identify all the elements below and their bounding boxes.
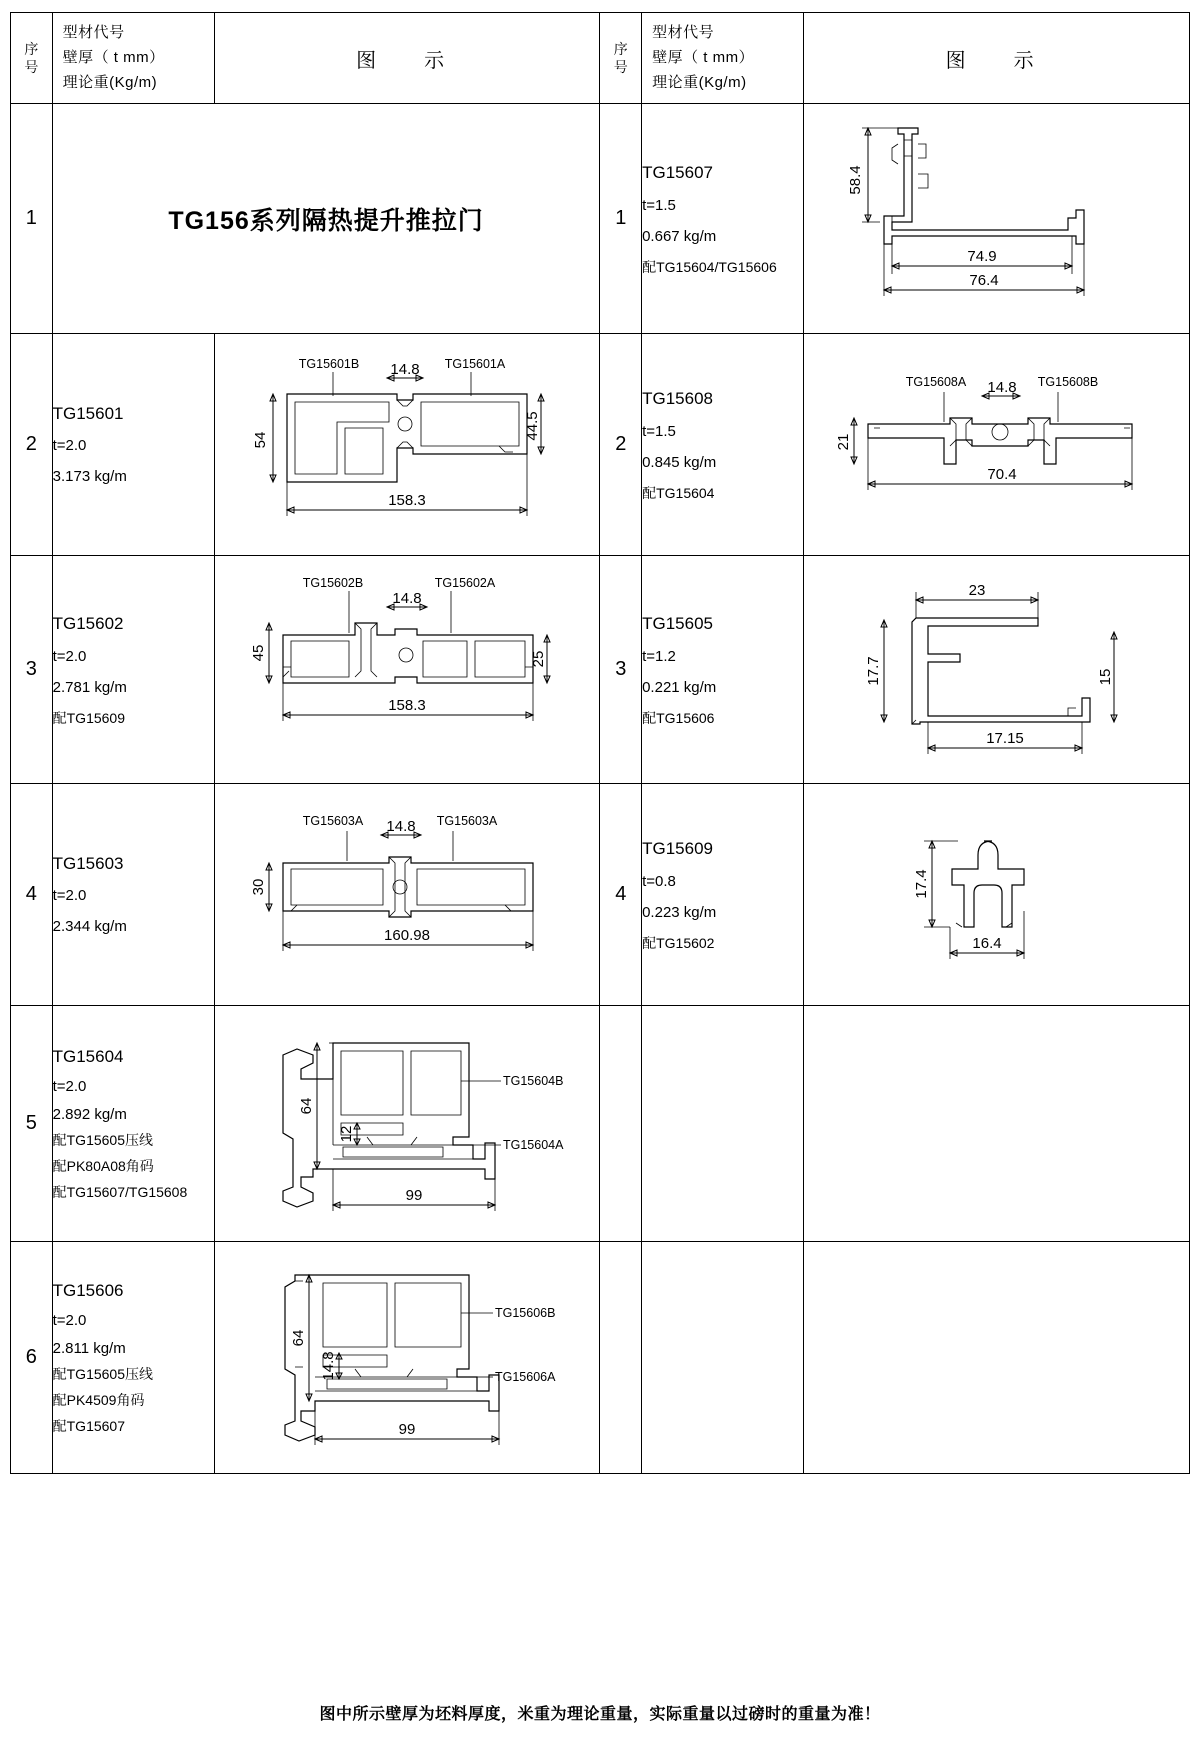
- profile-spec-table: [10, 12, 1190, 1474]
- profile-code: TG15605: [642, 614, 713, 634]
- part-label-right-bottom: TG15604A: [503, 1137, 564, 1152]
- figure-TG15601: [214, 334, 600, 556]
- profile-note-0: 配TG15606: [642, 709, 715, 726]
- dim-160-98: 160.98: [384, 926, 431, 944]
- profile-drawing-TG15604: [237, 1019, 577, 1229]
- profile-weight: 2.811 kg/m: [52, 1339, 126, 1357]
- header-code-right-line3: 理论重(Kg/m): [652, 73, 747, 91]
- part-label-right: TG15603A: [436, 813, 498, 828]
- figure-TG15602: [214, 556, 600, 784]
- profile-info-TG15606: [52, 1242, 214, 1474]
- row-index-right-empty: [600, 1242, 642, 1474]
- profile-thickness: t=2.0: [52, 1077, 87, 1095]
- profile-thickness: t=1.5: [642, 197, 676, 215]
- figure-TG15608: [804, 334, 1190, 556]
- part-label-right: TG15602A: [434, 575, 496, 590]
- profile-drawing-TG15609: [832, 805, 1162, 985]
- profile-code: TG15609: [642, 839, 713, 859]
- profile-weight: 0.667 kg/m: [642, 227, 717, 245]
- profile-note-0: 配TG15605压线: [52, 1132, 153, 1149]
- dim-99: 99: [398, 1421, 416, 1439]
- part-label-left: TG15602B: [302, 575, 364, 590]
- profile-info-TG15608: [642, 334, 804, 556]
- row-index: 6: [11, 1242, 53, 1474]
- dim-54: 54: [252, 431, 270, 449]
- profile-info-TG15601: [52, 334, 214, 556]
- profile-note-0: 配TG15605压线: [52, 1366, 153, 1383]
- header-index: [11, 13, 53, 104]
- dim-158-3: 158.3: [388, 491, 426, 509]
- row-index-right: 1: [600, 104, 642, 334]
- header-code-line2: 壁厚（ t mm）: [62, 48, 165, 66]
- part-label-right-top: TG15604B: [503, 1073, 564, 1088]
- figure-TG15609: [804, 784, 1190, 1006]
- dim-74-9: 74.9: [967, 247, 997, 265]
- profile-note-0: 配TG15609: [52, 709, 125, 726]
- profile-weight: 0.221 kg/m: [642, 678, 717, 696]
- header-code-right-line1: 型材代号: [652, 24, 715, 41]
- figure-TG15605: [804, 556, 1190, 784]
- dim-70-4: 70.4: [987, 465, 1017, 483]
- dim-12: 12: [338, 1125, 356, 1143]
- table-row: [11, 1242, 1190, 1474]
- dim-17-15: 17.15: [985, 729, 1024, 747]
- table-row: [11, 334, 1190, 556]
- row-index-right: 2: [600, 334, 642, 556]
- profile-thickness: t=0.8: [642, 873, 676, 891]
- profile-info-TG15609: [642, 784, 804, 1006]
- profile-weight: 2.344 kg/m: [52, 918, 127, 936]
- profile-thickness: t=1.5: [642, 423, 676, 441]
- dim-21: 21: [834, 433, 852, 451]
- profile-code: TG15603: [52, 853, 124, 873]
- empty-figure-cell: [804, 1242, 1190, 1474]
- dim-14-8: 14.8: [320, 1351, 338, 1381]
- row-index: 5: [11, 1006, 53, 1242]
- profile-drawing-TG15602: [237, 575, 577, 765]
- table-row: [11, 104, 1190, 334]
- profile-weight: 0.223 kg/m: [642, 903, 717, 921]
- profile-note-2: 配TG15607: [52, 1418, 125, 1435]
- profile-thickness: t=2.0: [52, 887, 87, 905]
- profile-thickness: t=1.2: [642, 648, 676, 666]
- row-index: 4: [11, 784, 53, 1006]
- row-index-right: 4: [600, 784, 642, 1006]
- dim-158-3: 158.3: [388, 696, 426, 714]
- profile-weight: 2.781 kg/m: [52, 678, 127, 696]
- profile-code: TG15604: [52, 1047, 124, 1067]
- profile-code: TG15606: [52, 1281, 124, 1301]
- part-label-left: TG15608A: [905, 374, 966, 389]
- profile-note-0: 配TG15604: [642, 484, 715, 501]
- row-index: 2: [11, 334, 53, 556]
- header-code-right: [642, 13, 804, 104]
- header-code-left: [52, 13, 214, 104]
- figure-TG15603: [214, 784, 600, 1006]
- profile-weight: 0.845 kg/m: [642, 453, 717, 471]
- figure-TG15607: [804, 104, 1190, 334]
- header-index-line1: 序: [24, 40, 39, 57]
- dim-30: 30: [250, 878, 268, 896]
- profile-thickness: t=2.0: [52, 437, 87, 455]
- header-code-line3: 理论重(Kg/m): [62, 73, 158, 91]
- part-label-left: TG15601B: [298, 356, 360, 371]
- dim-17-7: 17.7: [864, 656, 882, 686]
- profile-weight: 3.173 kg/m: [52, 468, 127, 486]
- header-index-right-line1: 序: [613, 40, 628, 57]
- table-row: [11, 784, 1190, 1006]
- dim-58-4: 58.4: [846, 165, 864, 195]
- profile-thickness: t=2.0: [52, 648, 87, 666]
- profile-weight: 2.892 kg/m: [52, 1105, 127, 1123]
- dim-25: 25: [530, 650, 548, 668]
- dim-14-8: 14.8: [386, 817, 416, 835]
- dim-99: 99: [405, 1186, 423, 1204]
- dim-14-8: 14.8: [392, 589, 422, 607]
- figure-TG15606: [214, 1242, 600, 1474]
- profile-code: TG15601: [52, 403, 124, 423]
- profile-code: TG15607: [642, 163, 713, 183]
- profile-info-TG15602: [52, 556, 214, 784]
- dim-14-8: 14.8: [390, 360, 420, 378]
- dim-44-5: 44.5: [524, 411, 542, 441]
- dim-64: 64: [290, 1329, 308, 1347]
- profile-drawing-TG15606: [237, 1255, 577, 1460]
- profile-note-0: 配TG15602: [642, 934, 715, 951]
- footer-note: 图中所示壁厚为坯料厚度，米重为理论重量，实际重量以过磅时的重量为准！: [319, 1706, 881, 1723]
- row-index: 3: [11, 556, 53, 784]
- profile-drawing-TG15603: [237, 805, 577, 985]
- row-index-right: 3: [600, 556, 642, 784]
- dim-17-4: 17.4: [912, 869, 930, 899]
- header-index-line2: 号: [24, 59, 39, 76]
- profile-code: TG15608: [642, 389, 713, 409]
- dim-64: 64: [298, 1097, 316, 1115]
- header-figure-right: 图 示: [804, 13, 1190, 104]
- profile-info-TG15604: [52, 1006, 214, 1242]
- dim-76-4: 76.4: [969, 271, 999, 289]
- part-label-right: TG15608B: [1037, 374, 1098, 389]
- profile-drawing-TG15601: [237, 350, 577, 540]
- profile-note-2: 配TG15607/TG15608: [52, 1184, 188, 1201]
- header-index-right-line2: 号: [613, 59, 628, 76]
- part-label-right-top: TG15606B: [495, 1306, 556, 1321]
- dim-16-4: 16.4: [972, 934, 1002, 952]
- profile-info-TG15607: [642, 104, 804, 334]
- part-label-right-bottom: TG15606A: [495, 1370, 556, 1385]
- dim-14-8: 14.8: [987, 378, 1017, 396]
- series-title: TG156系列隔热提升推拉门: [52, 104, 600, 334]
- dim-23: 23: [968, 581, 985, 599]
- header-index-right: [600, 13, 642, 104]
- profile-note-1: 配PK80A08角码: [52, 1158, 154, 1175]
- table-row: [11, 556, 1190, 784]
- table-header-row: [11, 13, 1190, 104]
- header-code-right-line2: 壁厚（ t mm）: [652, 48, 755, 66]
- row-index: 1: [11, 104, 53, 334]
- empty-code-cell: [642, 1242, 804, 1474]
- table-row: [11, 1006, 1190, 1242]
- header-code-line1: 型材代号: [62, 24, 125, 41]
- profile-code: TG15602: [52, 614, 124, 634]
- dim-15: 15: [1096, 668, 1114, 686]
- empty-code-cell: [642, 1006, 804, 1242]
- header-figure-left: 图 示: [214, 13, 600, 104]
- empty-figure-cell: [804, 1006, 1190, 1242]
- part-label-left: TG15603A: [302, 813, 364, 828]
- dim-45: 45: [250, 644, 268, 662]
- profile-info-TG15603: [52, 784, 214, 1006]
- profile-note-0: 配TG15604/TG15606: [642, 258, 777, 275]
- figure-TG15604: [214, 1006, 600, 1242]
- profile-drawing-TG15605: [832, 570, 1162, 770]
- profile-thickness: t=2.0: [52, 1311, 87, 1329]
- profile-info-TG15605: [642, 556, 804, 784]
- profile-drawing-TG15608: [832, 350, 1162, 540]
- spec-sheet-page: [0, 12, 1200, 1752]
- profile-drawing-TG15607: [832, 114, 1162, 324]
- row-index-right-empty: [600, 1006, 642, 1242]
- part-label-right: TG15601A: [444, 356, 506, 371]
- profile-note-1: 配PK4509角码: [52, 1392, 145, 1409]
